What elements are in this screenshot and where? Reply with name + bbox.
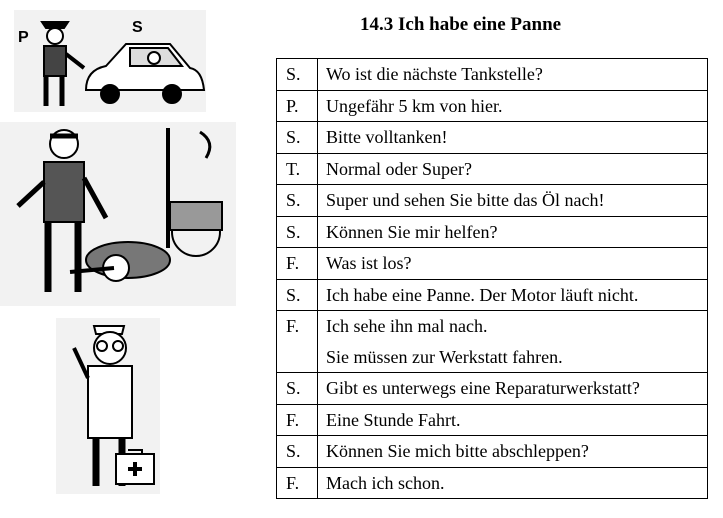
dialogue-table	[276, 58, 708, 499]
line-cell: Ungefähr 5 km von hier.	[318, 90, 708, 122]
speaker-cell: F.	[277, 467, 318, 499]
table-row	[277, 216, 708, 248]
line-cell: Was ist los?	[318, 248, 708, 280]
speaker-cell: S.	[277, 185, 318, 217]
line-cell: Können Sie mich bitte abschleppen?	[318, 436, 708, 468]
speaker-cell: P.	[277, 90, 318, 122]
table-row	[277, 153, 708, 185]
label-s: S	[132, 19, 143, 36]
page-title: 14.3 Ich habe eine Panne	[360, 14, 562, 35]
line-cell: Ich habe eine Panne. Der Motor läuft nicht.	[318, 279, 708, 311]
table-row	[277, 436, 708, 468]
line-cell: Können Sie mir helfen?	[318, 216, 708, 248]
line-cell: Ich sehe ihn mal nach. Sie müssen zur Werkstatt fahren.	[318, 311, 708, 373]
speaker-cell: F.	[277, 248, 318, 280]
breakdown-illustration	[0, 122, 236, 306]
speaker-cell: S.	[277, 216, 318, 248]
gas-station-illustration	[14, 10, 206, 112]
helper-illustration	[56, 318, 160, 494]
speaker-cell: S.	[277, 373, 318, 405]
speaker-cell: F.	[277, 311, 318, 373]
line-cell: Super und sehen Sie bitte das Öl nach!	[318, 185, 708, 217]
speaker-cell: S.	[277, 279, 318, 311]
speaker-cell: S.	[277, 436, 318, 468]
table-row	[277, 185, 708, 217]
first-aid-case-icon	[116, 450, 154, 484]
line-cell: Bitte volltanken!	[318, 122, 708, 154]
table-row	[277, 122, 708, 154]
line-cell: Eine Stunde Fahrt.	[318, 404, 708, 436]
line-cell: Normal oder Super?	[318, 153, 708, 185]
speaker-cell: F.	[277, 404, 318, 436]
line-cell: Wo ist die nächste Tankstelle?	[318, 59, 708, 91]
table-row	[277, 404, 708, 436]
speaker-cell: S.	[277, 122, 318, 154]
line-cell: Gibt es unterwegs eine Reparaturwerkstatt?	[318, 373, 708, 405]
table-row	[277, 279, 708, 311]
table-row	[277, 311, 708, 373]
line-cell: Mach ich schon.	[318, 467, 708, 499]
label-p: P	[18, 29, 29, 46]
table-row	[277, 248, 708, 280]
table-row	[277, 373, 708, 405]
table-row	[277, 59, 708, 91]
table-row	[277, 467, 708, 499]
speaker-cell: S.	[277, 59, 318, 91]
table-row	[277, 90, 708, 122]
speaker-cell: T.	[277, 153, 318, 185]
